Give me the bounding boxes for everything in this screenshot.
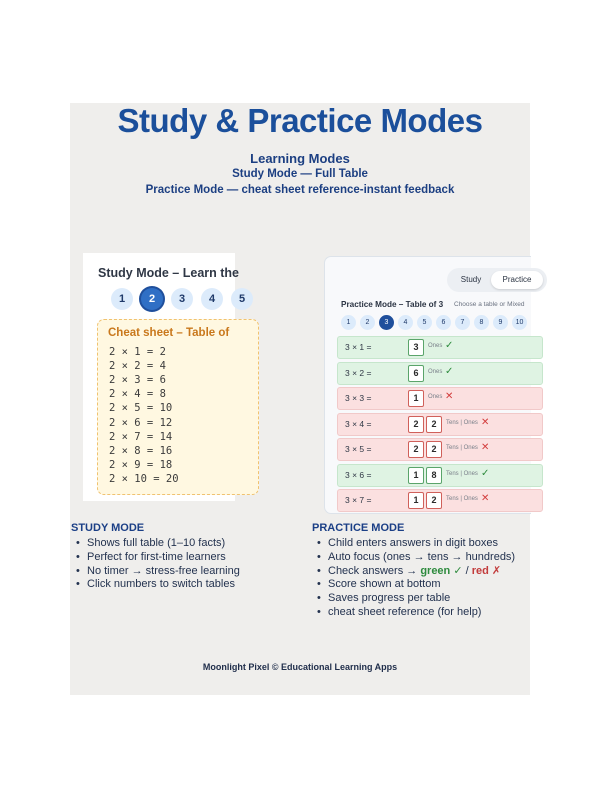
check-icon: ✓ xyxy=(445,340,454,351)
cheat-sheet-row: 2 × 4 = 8 xyxy=(109,388,166,401)
list-item-text: No timer → stress-free learning xyxy=(87,564,240,577)
practice-mode-list-item xyxy=(315,551,515,565)
cheat-sheet-panel xyxy=(97,319,259,495)
practice-table-number-button[interactable]: 9 xyxy=(493,315,508,330)
equation-label: 3 × 2 = xyxy=(345,367,372,378)
check-answers-separator: / xyxy=(462,564,472,577)
equation-label: 3 × 7 = xyxy=(345,495,372,505)
cross-icon: ✕ xyxy=(481,493,490,504)
list-item-text: Saves progress per table xyxy=(328,592,451,605)
practice-mode-list xyxy=(315,537,515,620)
digit-box[interactable]: 1 xyxy=(408,467,424,484)
digit-box[interactable]: 8 xyxy=(426,467,442,484)
bullet-icon: • xyxy=(76,578,80,591)
digit-box[interactable]: 6 xyxy=(408,365,424,382)
wrong-color-label: red ✗ xyxy=(471,564,502,577)
practice-table-number-button[interactable]: 1 xyxy=(341,315,356,330)
practice-answer-row xyxy=(337,387,543,410)
place-value-label: Ones xyxy=(428,394,443,400)
footer-credit: Moonlight Pixel © Educational Learning Apps xyxy=(202,662,398,672)
practice-table-number-button[interactable]: 10 xyxy=(512,315,527,330)
practice-answer-row xyxy=(337,489,543,512)
cross-icon: ✕ xyxy=(445,391,454,402)
study-toggle-button[interactable]: Study xyxy=(460,275,482,284)
list-item-text: cheat sheet reference (for help) xyxy=(328,605,482,618)
cheat-sheet-row: 2 × 9 = 18 xyxy=(109,458,173,471)
practice-table-number-button[interactable]: 8 xyxy=(474,315,489,330)
practice-toggle-button[interactable]: Practice xyxy=(491,271,543,289)
practice-answer-row xyxy=(337,362,543,385)
place-value-label: Tens | Ones xyxy=(446,470,478,477)
subtitle-learning-modes: Learning Modes xyxy=(250,151,350,166)
place-value-label: Ones xyxy=(428,343,443,349)
list-item-text: Child enters answers in digit boxes xyxy=(328,537,498,549)
cheat-sheet-row: 2 × 8 = 16 xyxy=(109,444,173,457)
subtitle-practice-mode: Practice Mode — cheat sheet reference-instant feedback xyxy=(145,184,455,196)
equation-label: 3 × 1 = xyxy=(345,342,372,352)
table-number-button[interactable]: 4 xyxy=(201,288,223,310)
check-answers-prefix: Check answers → xyxy=(328,564,421,577)
cheat-sheet-row: 2 × 2 = 4 xyxy=(109,360,166,373)
table-choice-hint: Choose a table or Mixed xyxy=(454,301,525,308)
cheat-sheet-row: 2 × 5 = 10 xyxy=(109,402,173,415)
list-item-text: Shows full table (1–10 facts) xyxy=(87,537,226,549)
practice-mode-heading: PRACTICE MODE xyxy=(312,522,405,534)
practice-table-number-button[interactable]: 4 xyxy=(398,315,413,330)
correct-color-label: green ✓ xyxy=(420,564,463,577)
digit-box[interactable]: 2 xyxy=(408,416,424,433)
table-number-button[interactable]: 1 xyxy=(111,288,133,310)
table-number-button[interactable]: 2 xyxy=(141,288,163,310)
cheat-sheet-row: 2 × 10 = 20 xyxy=(109,472,179,485)
bullet-icon: • xyxy=(317,564,321,577)
practice-mode-title: Practice Mode – Table of 3 xyxy=(341,300,444,309)
study-mode-list-item xyxy=(74,551,240,565)
place-value-label: Tens | Ones xyxy=(446,419,478,426)
digit-box[interactable]: 3 xyxy=(408,339,424,356)
practice-table-number-button[interactable]: 6 xyxy=(436,315,451,330)
place-value-label: Ones xyxy=(428,368,443,375)
cheat-sheet-title: Cheat sheet – Table of xyxy=(108,327,230,339)
list-item-text: Perfect for first-time learners xyxy=(87,550,226,563)
table-number-button[interactable]: 3 xyxy=(171,288,193,310)
practice-mode-list-item xyxy=(315,537,515,551)
page-title: Study & Practice Modes xyxy=(117,102,483,139)
bullet-icon: • xyxy=(317,537,321,549)
digit-box[interactable]: 1 xyxy=(408,390,424,407)
practice-mode-list-item xyxy=(315,592,515,606)
bullet-icon: • xyxy=(317,592,321,605)
study-mode-title: Study Mode – Learn the xyxy=(98,266,239,280)
practice-answer-row xyxy=(337,438,543,461)
bullet-icon: • xyxy=(317,605,321,618)
digit-box[interactable]: 2 xyxy=(426,416,442,433)
practice-mode-screenshot xyxy=(324,256,531,514)
study-mode-heading: STUDY MODE xyxy=(71,522,145,534)
check-answers-item xyxy=(315,565,515,579)
cheat-sheet-row: 2 × 7 = 14 xyxy=(109,430,173,443)
practice-answer-row xyxy=(337,464,543,487)
list-item-text: Score shown at bottom xyxy=(328,578,441,591)
digit-box[interactable]: 2 xyxy=(426,492,442,509)
study-mode-list-item xyxy=(74,565,240,579)
bullet-icon: • xyxy=(317,578,321,591)
practice-answer-row xyxy=(337,413,543,436)
practice-table-number-button[interactable]: 3 xyxy=(379,315,394,330)
bullet-icon: • xyxy=(76,537,80,549)
study-mode-screenshot xyxy=(83,253,246,501)
subtitle-study-mode: Study Mode — Full Table xyxy=(232,168,368,180)
equation-label: 3 × 3 = xyxy=(345,393,372,403)
digit-box[interactable]: 1 xyxy=(408,492,424,509)
practice-mode-list-item xyxy=(315,606,515,620)
practice-table-number-button[interactable]: 7 xyxy=(455,315,470,330)
equation-label: 3 × 6 = xyxy=(345,469,372,480)
equation-label: 3 × 4 = xyxy=(345,418,372,429)
study-mode-list-item xyxy=(74,537,240,551)
practice-table-number-button[interactable]: 5 xyxy=(417,315,432,330)
check-icon: ✓ xyxy=(445,365,454,377)
bullet-icon: • xyxy=(76,564,80,577)
cheat-sheet-row: 2 × 6 = 12 xyxy=(109,416,173,429)
practice-table-number-button[interactable]: 2 xyxy=(360,315,375,330)
cheat-sheet-row: 2 × 3 = 6 xyxy=(109,374,166,387)
bullet-icon: • xyxy=(76,550,80,563)
digit-box[interactable]: 2 xyxy=(408,441,424,458)
check-icon: ✓ xyxy=(481,467,490,479)
cheat-sheet-row: 2 × 1 = 2 xyxy=(109,346,166,358)
practice-answer-row xyxy=(337,336,543,359)
place-value-label: Tens | Ones xyxy=(446,496,478,502)
digit-box[interactable]: 2 xyxy=(426,441,442,458)
list-item-text: Auto focus (ones → tens → hundreds) xyxy=(328,550,516,563)
place-value-label: Tens | Ones xyxy=(446,445,478,451)
cross-icon: ✕ xyxy=(481,442,490,453)
infographic-card xyxy=(70,103,530,695)
study-mode-list-item xyxy=(74,578,240,592)
table-number-button[interactable]: 5 xyxy=(231,288,253,310)
cross-icon: ✕ xyxy=(481,416,490,428)
bullet-icon: • xyxy=(317,550,321,563)
list-item-text: Click numbers to switch tables xyxy=(87,578,235,591)
study-mode-list xyxy=(74,537,240,592)
mode-toggle xyxy=(447,268,547,292)
practice-mode-list-item xyxy=(315,578,515,592)
equation-label: 3 × 5 = xyxy=(345,444,372,454)
